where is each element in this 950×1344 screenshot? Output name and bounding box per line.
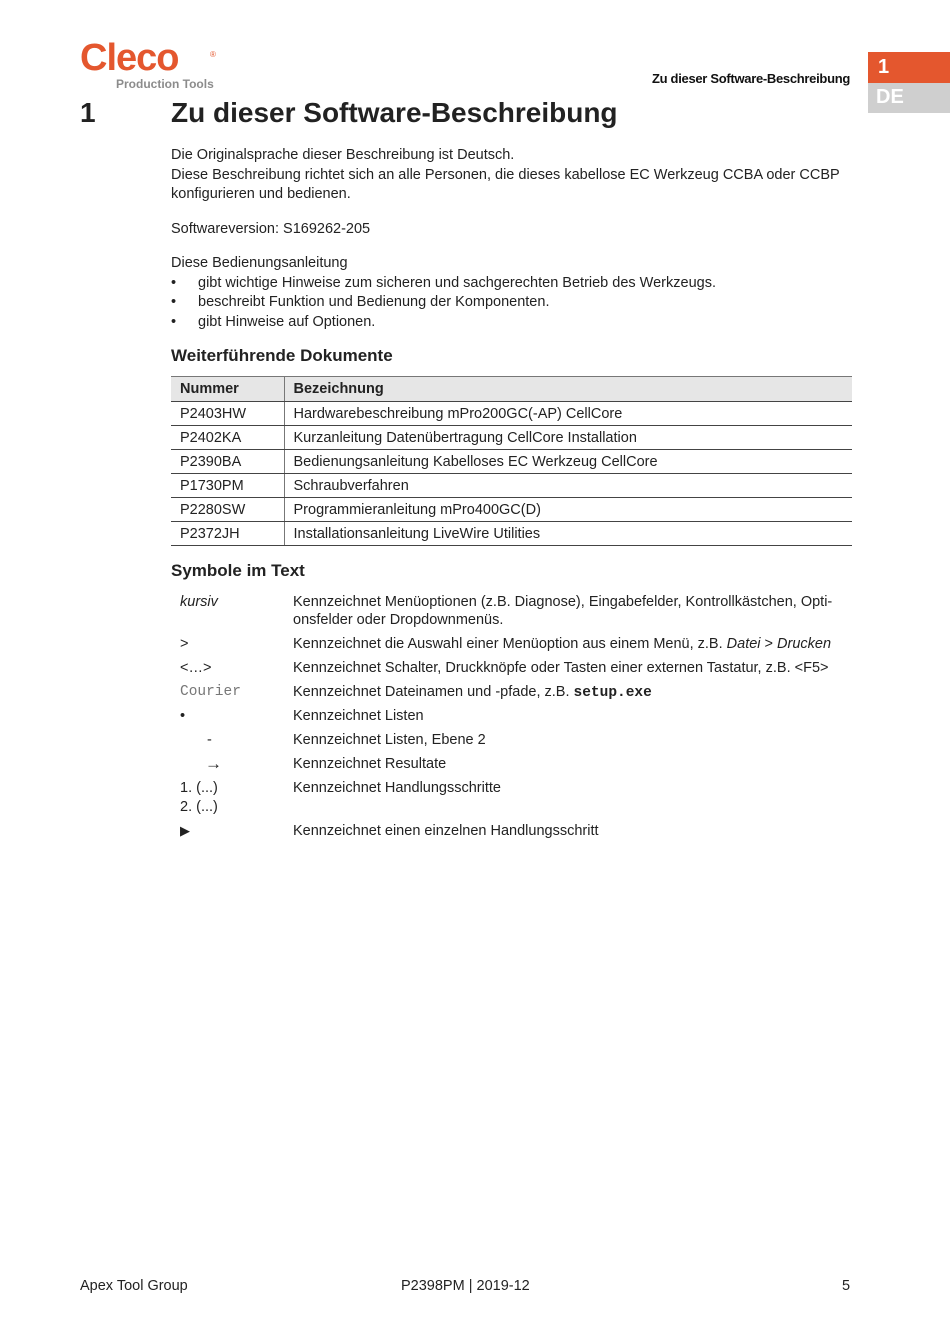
symbol-row-italic — [171, 593, 852, 629]
doc-number: P1730PM — [171, 474, 284, 498]
example-menu-file: Datei — [726, 636, 761, 652]
step-one-marker: 1. (...) — [180, 780, 218, 796]
symbol-key — [180, 779, 218, 816]
symbol-description-text: Kennzeichnet die Auswahl einer Menüoption aus einem Menü, z.B. — [293, 636, 727, 652]
symbol-description: Kennzeichnet Listen, Ebene 2 — [293, 732, 486, 748]
doc-title: Bedienungsanleitung Kabelloses EC Werkzeug CellCore — [284, 450, 852, 474]
table-row — [171, 474, 852, 498]
bullet-icon: • — [171, 294, 177, 310]
symbols-heading: Symbole im Text — [171, 561, 305, 580]
doc-number: P2280SW — [171, 498, 284, 522]
chapter-title: Zu dieser Software-Beschreibung — [171, 97, 618, 128]
chapter-tab-number: 1 — [868, 52, 950, 83]
symbol-description: Kennzeichnet Menüoptionen (z.B. Diagnose), Eingabefelder, Kontrollkästchen, Opti-onsfelder oder Dropdownmenüs. — [293, 594, 833, 628]
symbol-description: Kennzeichnet Handlungsschritte — [293, 780, 501, 796]
doc-title: Schraubverfahren — [284, 474, 852, 498]
intro-line-language: Die Originalsprache dieser Beschreibung ist Deutsch. — [171, 147, 515, 163]
footer-page-number: 5 — [842, 1278, 851, 1294]
logo-subtitle: Production Tools — [116, 77, 214, 91]
bullet-icon: • — [171, 274, 177, 291]
software-version-value: S169262-205 — [283, 220, 371, 237]
symbol-key: Courier — [180, 684, 241, 700]
list-item — [171, 313, 851, 333]
example-menu-separator: > — [760, 636, 778, 652]
bullet-icon: • — [171, 313, 177, 330]
column-header-title: Bezeichnung — [284, 377, 852, 402]
example-filename: setup.exe — [573, 685, 652, 701]
doc-number: P2402KA — [171, 426, 284, 450]
list-item — [171, 274, 851, 294]
manual-bullet-list — [171, 274, 851, 333]
symbol-description: Kennzeichnet einen einzelnen Handlungsschritt — [293, 823, 599, 839]
intro-paragraph — [171, 146, 851, 205]
doc-title: Hardwarebeschreibung mPro200GC(-AP) CellCore — [284, 402, 852, 426]
table-row — [171, 402, 852, 426]
table-header-row — [171, 377, 852, 402]
example-menu-print: Drucken — [777, 636, 832, 652]
list-item-text: gibt wichtige Hinweise zum sicheren und sachgerechten Betrieb des Werkzeugs. — [198, 274, 716, 291]
symbol-description: Kennzeichnet Schalter, Druckknöpfe oder Tasten einer externen Tastatur, z.B. <F5> — [293, 660, 829, 676]
intro-line-audience: Diese Beschreibung richtet sich an alle Personen, die dieses kabellose EC Werkzeug CCBA oder CCBP konfigurieren und bedienen. — [171, 166, 840, 202]
manual-intro: Diese Bedienungsanleitung — [171, 255, 348, 271]
footer-company: Apex Tool Group — [80, 1278, 188, 1294]
arrow-right-icon: → — [205, 754, 222, 773]
software-version — [171, 220, 851, 240]
table-row — [171, 450, 852, 474]
list-item-text: gibt Hinweise auf Optionen. — [198, 313, 376, 330]
play-triangle-icon: ▶ — [180, 823, 190, 838]
doc-title: Programmieranleitung mPro400GC(D) — [284, 498, 852, 522]
bullet-icon: • — [180, 708, 186, 724]
documents-table — [171, 376, 852, 546]
symbol-description-text: Kennzeichnet Dateinamen und -pfade, z.B. — [293, 684, 574, 700]
symbol-description: Kennzeichnet Listen — [293, 708, 424, 724]
doc-number: P2372JH — [171, 522, 284, 546]
symbol-description — [293, 683, 838, 702]
chapter-number: 1 — [80, 97, 96, 128]
step-two-marker: 2. (...) — [180, 799, 218, 815]
column-header-number: Nummer — [171, 377, 284, 402]
doc-title: Installationsanleitung LiveWire Utilities — [284, 522, 852, 546]
logo-registered-mark: ® — [210, 50, 216, 59]
symbol-key: kursiv — [180, 594, 218, 610]
list-item-text: beschreibt Funktion und Bedienung der Komponenten. — [198, 294, 550, 310]
footer-document-id: P2398PM | 2019-12 — [401, 1278, 530, 1294]
symbol-key: > — [180, 636, 189, 652]
documents-heading: Weiterführende Dokumente — [171, 346, 393, 365]
logo-wordmark: Cleco — [80, 37, 179, 79]
list-item — [171, 293, 851, 313]
table-row — [171, 522, 852, 546]
symbol-key: <…> — [180, 660, 212, 676]
doc-number: P2390BA — [171, 450, 284, 474]
language-tab: DE — [868, 83, 950, 113]
running-header-title: Zu dieser Software-Beschreibung — [651, 71, 850, 86]
symbol-row-steps — [171, 779, 852, 817]
doc-number: P2403HW — [171, 402, 284, 426]
symbol-description: Kennzeichnet Resultate — [293, 756, 447, 772]
symbol-description — [293, 635, 838, 653]
dash-icon: - — [207, 732, 212, 748]
table-row — [171, 498, 852, 522]
doc-title: Kurzanleitung Datenübertragung CellCore Installation — [284, 426, 852, 450]
table-row — [171, 426, 852, 450]
intro-section — [171, 146, 851, 332]
software-version-label: Softwareversion: — [171, 220, 284, 237]
